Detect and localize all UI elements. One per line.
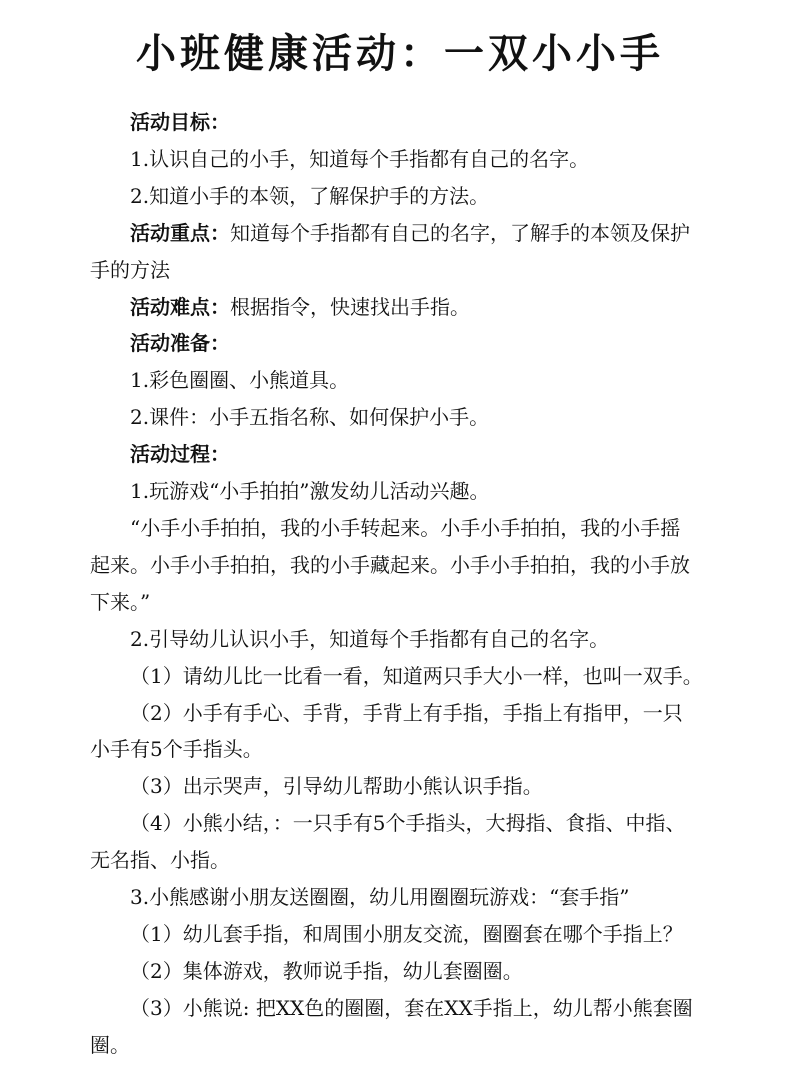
process-step-1: 1.玩游戏“小手拍拍”激发幼儿活动兴趣。 [130,479,490,504]
step2-item-2-cont: 小手有5个手指头。 [90,737,263,762]
rhyme-line-1: “小手小手拍拍，我的小手转起来。小手小手拍拍，我的小手摇 [130,515,681,540]
prep-item-2: 2.课件：小手五指名称、如何保护小手。 [130,405,490,430]
step3-item-2: （2）集体游戏，教师说手指，幼儿套圈圈。 [130,958,523,983]
process-step-3: 3.小熊感谢小朋友送圈圈，幼儿用圈圈玩游戏：“套手指” [130,885,630,910]
document-title: 小班健康活动：一双小小手 [136,31,664,77]
prep-heading: 活动准备： [130,331,230,356]
step3-item-3-cont: 圈。 [90,1032,130,1057]
prep-item-1: 1.彩色圈圈、小熊道具。 [130,368,350,393]
step3-item-3: （3）小熊说: 把XX色的圈圈，套在XX手指上，幼儿帮小熊套圈 [130,995,693,1020]
key-point-line-2: 手的方法 [90,257,170,282]
process-step-2: 2.引导幼儿认识小手，知道每个手指都有自己的名字。 [130,626,610,651]
goal-item-2: 2.知道小手的本领，了解保护手的方法。 [130,183,490,208]
rhyme-line-2: 起来。小手小手拍拍，我的小手藏起来。小手小手拍拍，我的小手放 [90,552,690,577]
key-point-label: 活动重点： [130,220,230,245]
document-body [90,104,730,1064]
difficulty-label: 活动难点： [130,294,230,319]
step3-item-1: （1）幼儿套手指，和周围小朋友交流，圈圈套在哪个手指上？ [130,921,683,946]
goal-item-1: 1.认识自己的小手，知道每个手指都有自己的名字。 [130,146,590,171]
process-heading: 活动过程： [130,442,230,467]
key-point-text: 知道每个手指都有自己的名字，了解手的本领及保护 [230,220,690,245]
rhyme-line-3: 下来。” [90,589,151,614]
goals-heading: 活动目标： [130,110,230,134]
step2-item-2: （2）小手有手心、手背，手背上有手指，手指上有指甲，一只 [130,700,683,725]
key-point-line-1 [90,215,730,252]
difficulty-line [90,289,730,326]
step2-item-1: （1）请幼儿比一比看一看，知道两只手大小一样，也叫一双手。 [130,663,703,688]
step2-item-3: （3）出示哭声，引导幼儿帮助小熊认识手指。 [130,774,543,799]
step2-item-4: （4）小熊小结，：一只手有5个手指头，大拇指、食指、中指、 [130,811,686,836]
step2-item-4-cont: 无名指、小指。 [90,848,230,873]
difficulty-text: 根据指令，快速找出手指。 [230,294,470,319]
